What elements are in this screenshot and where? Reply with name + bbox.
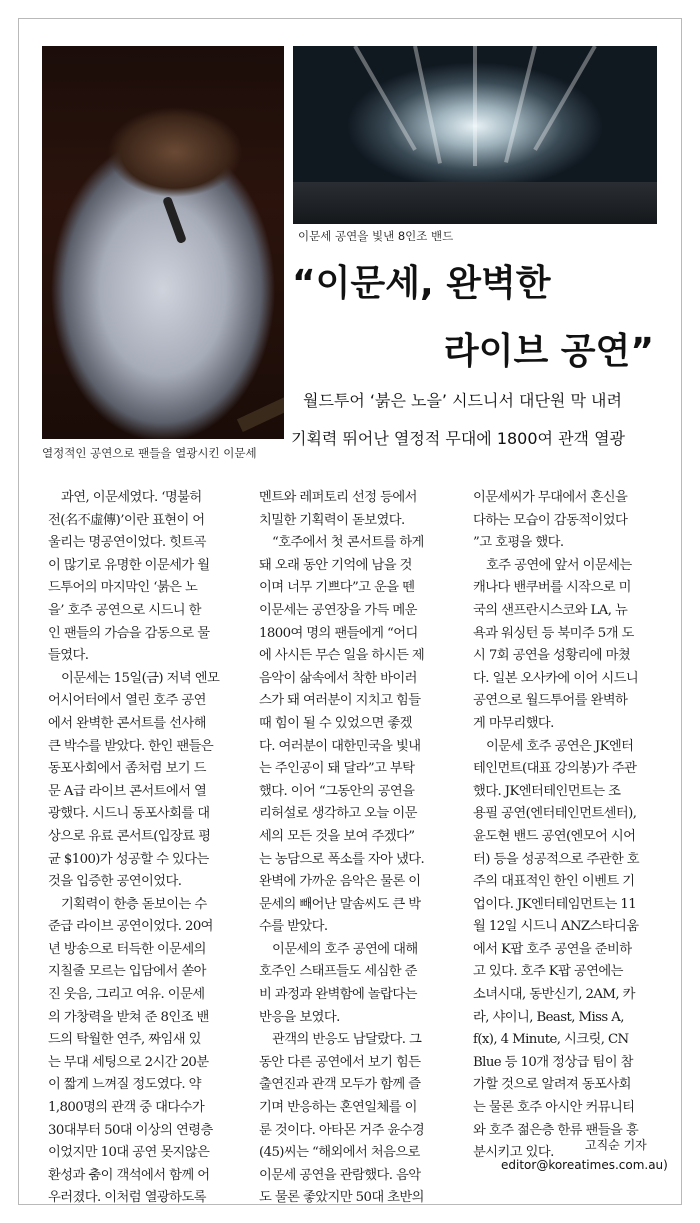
- article-column-1: [48, 487, 238, 1210]
- article-line: 동포사회에서 좀처럼 보기 드: [48, 761, 206, 777]
- article-line: 리허설로 생각하고 오늘 이문: [259, 806, 417, 822]
- article-line: 관객의 반응도 남달랐다. 그: [272, 1032, 422, 1048]
- article-line: 호주 공연에 앞서 이문세는: [486, 557, 632, 573]
- article-line: 는 주인공이 돼 달라”고 부탁: [259, 761, 415, 777]
- article-line: 다하는 모습이 감동적이었다: [473, 512, 628, 528]
- subhead-2: 기획력 뛰어난 열정적 무대에 1800여 관객 열광: [291, 429, 625, 448]
- singer-photo-caption: 열정적인 공연으로 팬들을 열광시킨 이문세: [42, 446, 257, 460]
- article-line: 이문세 공연을 관람했다. 음악: [259, 1167, 421, 1183]
- article-line: 울리는 명공연이었다. 힛트곡: [48, 535, 206, 551]
- light-beam: [413, 46, 442, 164]
- article-line: 스가 돼 여러분이 지치고 힘들: [259, 693, 421, 709]
- article-line: “호주에서 첫 콘서트를 하게: [272, 535, 424, 551]
- article-line: 에 사시든 무슨 일을 하시든 제: [259, 648, 425, 664]
- article-line: 공연으로 월드투어를 완벽하: [473, 693, 628, 709]
- article-line: 는 무대 세팅으로 2시간 20분: [48, 1054, 209, 1070]
- article-line: 라, 샤이니, Beast, Miss A,: [473, 1009, 624, 1025]
- byline-email: editor@koreatimes.com.au): [501, 1158, 668, 1172]
- article-line: 1,800명의 관객 중 대다수가: [48, 1100, 205, 1116]
- article-line: 소녀시대, 동반신기, 2AM, 카: [473, 987, 635, 1003]
- article-line: Blue 등 10개 정상급 팀이 참: [473, 1054, 633, 1070]
- article-line: 드투어의 마지막인 ‘붉은 노: [48, 580, 198, 596]
- article-line: 이문세씨가 무대에서 혼신을: [473, 490, 628, 505]
- band-stage-photo: [293, 46, 657, 224]
- article-line: 반응을 보였다.: [259, 1009, 340, 1025]
- article-line: 호주인 스태프들도 세심한 준: [259, 964, 417, 980]
- article-line: 세의 모든 것을 보여 주겠다”: [259, 828, 415, 844]
- article-line: 가할 것으로 알려져 동포사회: [473, 1077, 631, 1093]
- article-line: 국의 샌프란시스코와 LA, 뉴: [473, 602, 628, 618]
- article-line: 완벽에 가까운 음악은 물론 이: [259, 874, 421, 890]
- article-line: 룬 것이다. 아타몬 거주 윤수경: [259, 1122, 425, 1138]
- article-line: 진 웃음, 그리고 여유. 이문세: [48, 987, 205, 1003]
- article-line: 게 마무리했다.: [473, 715, 554, 731]
- article-line: 것을 입증한 공연이었다.: [48, 874, 182, 890]
- article-line: 동안 다른 공연에서 보기 힘든: [259, 1054, 421, 1070]
- light-beam: [504, 46, 537, 163]
- article-line: 했다. JK엔터테인먼트는 조: [473, 783, 621, 799]
- light-beam: [533, 46, 596, 151]
- article-line: 용필 공연(엔터테인먼트센터),: [473, 806, 637, 822]
- guitar-shape: [237, 394, 284, 432]
- article-line: 는 물론 호주 아시안 커뮤니티: [473, 1100, 635, 1116]
- article-line: 했다. 이어 “그동안의 공연을: [259, 783, 415, 799]
- headline-line-1: “이문세, 완벽한: [292, 263, 551, 304]
- article-line: 문 A급 라이브 콘서트에서 열: [48, 783, 207, 799]
- article-line: 터) 등을 성공적으로 주관한 호: [473, 851, 640, 867]
- article-line: 1800여 명의 팬들에게 “어디: [259, 625, 418, 641]
- article-line: 30대부터 50대 이상의 연령층: [48, 1122, 213, 1138]
- article-line: 시 7회 공연을 성황리에 마쳤: [473, 648, 631, 664]
- article-line: 준급 라이브 공연이었다. 20여: [48, 919, 213, 935]
- article-line: 우러졌다. 이처럼 열광하도록: [48, 1190, 206, 1206]
- article-line: 도 물론 좋았지만 50대 초반의: [259, 1190, 424, 1206]
- stage-floor: [293, 182, 657, 224]
- article-line: 이문세는 15일(금) 저녁 엔모: [61, 670, 220, 686]
- article-line: f(x), 4 Minute, 시크릿, CN: [473, 1032, 629, 1048]
- article-line: 윤도현 밴드 공연(엔모어 시어: [473, 828, 636, 844]
- article-line: 전(名不虛傳)’이란 표현이 어: [48, 512, 205, 528]
- article-line: 이문세의 호주 공연에 대해: [272, 941, 418, 957]
- microphone-shape: [162, 196, 187, 244]
- article-line: (45)씨는 “해외에서 처음으로: [259, 1145, 420, 1161]
- article-line: 테인먼트(대표 강의봉)가 주관: [473, 761, 637, 777]
- article-line: 월 12일 시드니 ANZ스타디움: [473, 919, 639, 935]
- article-line: 이며 너무 기쁘다”고 운을 뗀: [259, 580, 415, 596]
- article-line: 기며 반응하는 혼연일체를 이: [259, 1100, 417, 1116]
- article-line: 이문세는 공연장을 가득 메운: [259, 602, 417, 618]
- article-line: 출연진과 관객 모두가 함께 즐: [259, 1077, 421, 1093]
- article-line: 큰 박수를 받았다. 한인 팬들은: [48, 738, 214, 754]
- article-line: 돼 오래 동안 기억에 남을 것: [259, 557, 412, 573]
- article-line: 다. 일본 오사카에 이어 시드니: [473, 670, 639, 686]
- article-line: 문세의 빼어난 말솜씨도 큰 박: [259, 896, 421, 912]
- article-line: 다. 여러분이 대한민국을 빛내: [259, 738, 421, 754]
- article-line: 때 힘이 될 수 있었으면 좋겠: [259, 715, 412, 731]
- article-line: 어시어터에서 열린 호주 공연: [48, 693, 206, 709]
- article-line: 음악이 삶속에서 착한 바이러: [259, 670, 417, 686]
- article-line: 와 호주 젊은층 한류 팬들을 흥: [473, 1122, 639, 1138]
- article-line: 드의 탁월한 연주, 짜임새 있: [48, 1032, 201, 1048]
- article-line: 이문세 호주 공연은 JK엔터: [486, 738, 634, 754]
- article-line: 이었지만 10대 공연 못지않은: [48, 1145, 210, 1161]
- article-line: 인 팬들의 가슴을 감동으로 물: [48, 625, 210, 641]
- article-line: 과연, 이문세였다. ‘명불허: [61, 490, 202, 505]
- article-line: 고 있다. 호주 K팝 공연에는: [473, 964, 623, 980]
- article-line: 들였다.: [48, 648, 89, 664]
- article-column-3: [473, 487, 673, 1165]
- article-line: 욕과 워싱턴 등 북미주 5개 도: [473, 625, 634, 641]
- article-line: 는 농담으로 폭소를 자아 냈다.: [259, 851, 425, 867]
- article-column-2: [259, 487, 459, 1210]
- article-line: 광했다. 시드니 동포사회를 대: [48, 806, 210, 822]
- light-beam: [353, 46, 416, 151]
- article-line: 비 과정과 완벽함에 놀랍다는: [259, 987, 417, 1003]
- article-line: 에서 완벽한 콘서트를 선사해: [48, 715, 206, 731]
- article-line: 에서 K팝 호주 공연을 준비하: [473, 941, 632, 957]
- subhead-1: 월드투어 ‘붉은 노을’ 시드니서 대단원 막 내려: [303, 391, 622, 410]
- article-line: 기획력이 한층 돋보이는 수: [61, 896, 207, 912]
- article-line: 분시키고 있다.: [473, 1145, 554, 1161]
- article-line: 멘트와 레퍼토리 선정 등에서: [259, 490, 417, 505]
- headline-line-2: 라이브 공연”: [443, 331, 654, 372]
- article-line: 주의 대표적인 한인 이벤트 기: [473, 874, 635, 890]
- article-line: 지칠줄 모르는 입담에서 쏟아: [48, 964, 206, 980]
- article-line: 캐나다 밴쿠버를 시작으로 미: [473, 580, 631, 596]
- article-line: 을’ 호주 공연으로 시드니 한: [48, 602, 201, 618]
- band-photo-caption: 이문세 공연을 빛낸 8인조 밴드: [298, 229, 454, 243]
- article-line: 치밀한 기획력이 돋보였다.: [259, 512, 405, 528]
- article-line: 이 짧게 느껴질 정도였다. 약: [48, 1077, 201, 1093]
- article-line: 균 $100)가 성공할 수 있다는: [48, 851, 209, 867]
- article-line: 상으로 유료 콘서트(입장료 평: [48, 828, 211, 844]
- light-beam: [473, 46, 477, 166]
- article-line: 환성과 춤이 객석에서 함께 어: [48, 1167, 210, 1183]
- article-line: 의 가창력을 받쳐 준 8인조 밴: [48, 1009, 209, 1025]
- article-line: 이 많기로 유명한 이문세가 월: [48, 557, 210, 573]
- singer-photo: [42, 46, 284, 439]
- byline-author: 고직순 기자: [585, 1138, 647, 1152]
- article-line: ”고 호평을 했다.: [473, 535, 564, 551]
- article-line: 년 방송으로 터득한 이문세의: [48, 941, 206, 957]
- article-line: 수를 받았다.: [259, 919, 328, 935]
- article-line: 업이다. JK엔터테임먼트는 11: [473, 896, 637, 912]
